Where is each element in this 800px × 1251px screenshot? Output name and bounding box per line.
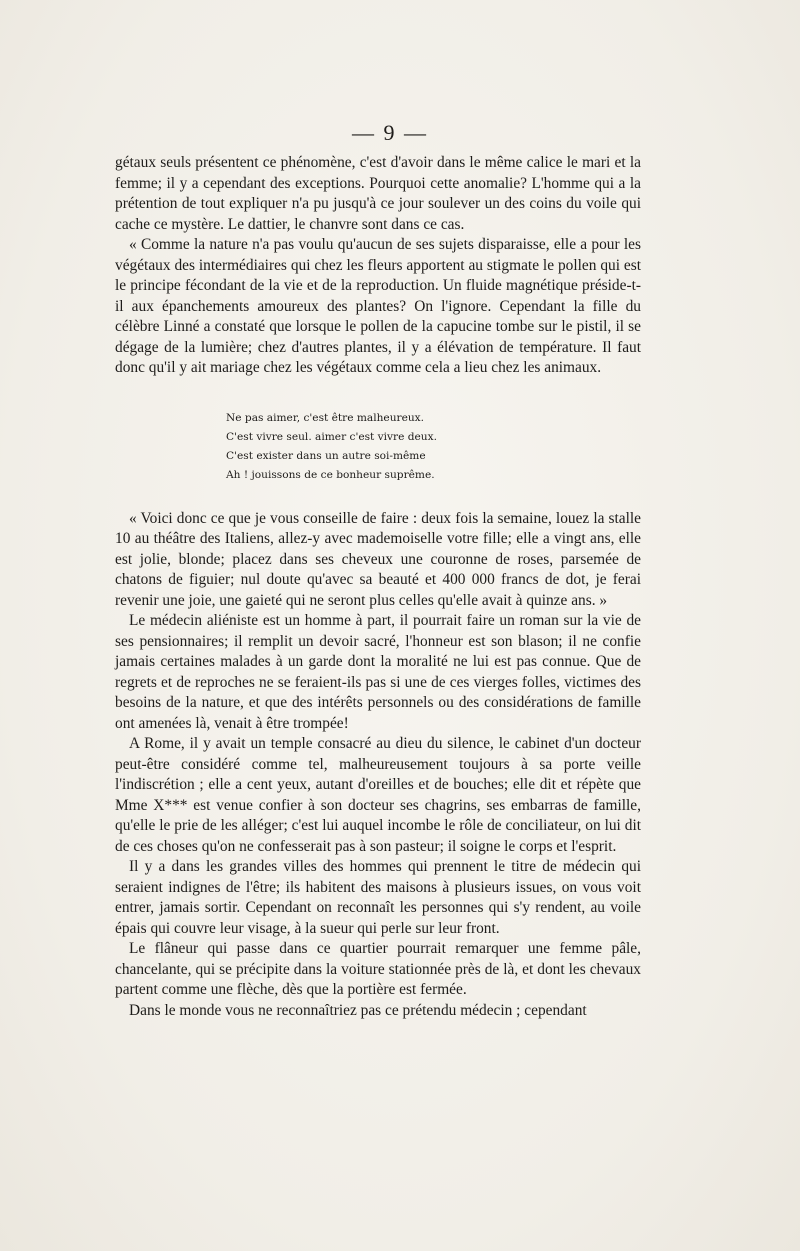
paragraph-rome: A Rome, il y avait un temple consacré au dieu du silence, le cabinet d'un docteur peut-être considéré comme tel, malheureusement toujours à sa porte veille l'indiscrétion ; elle a cent yeux, autant d'oreilles et de bouches; elle dit et répète que Mme X*** est venue confier à son docteur ses chagrins, ses embarras de famille, qu'elle le prie de les alléger; c'est lui auquel incombe le rôle de conciliateur, on lui dit de ces choses qu'on ne confesserait pas à son pasteur; il soigne le corps et l'esprit. xyxy=(115,735,641,855)
paragraph-quote-nature: « Comme la nature n'a pas voulu qu'aucun de ses sujets disparaisse, elle a pour les végétaux des intermédiaires qui chez les fleurs apportent au stigmate le pollen qui est le principe fécondant de la vie et de la reproduction. Un fluide magnétique préside-t-il aux épanchements amoureux des plantes? On l'ignore. Cependant la fille du célèbre Linné a constaté que lorsque le pollen de la capucine tombe sur le pistil, il se dégage de la lumière; chez d'autres plantes, il y a élévation de température. Il faut donc qu'il y ait mariage chez les végétaux comme cela a lieu chez les animaux. xyxy=(115,236,641,376)
verse-line-4: Ah ! jouissons de ce bonheur suprême. xyxy=(226,468,435,481)
paragraph-advice: « Voici donc ce que je vous conseille de faire : deux fois la semaine, louez la stalle 10 au théâtre des Italiens, allez-y avec mademoiselle votre fille; elle a vingt ans, elle est jolie, blonde; placez dans ses cheveux une couronne de roses, parsemée de chatons de figuier; nul doute qu'avec sa beauté et 400 000 francs de dot, je ferai revenir une joie, une gaieté qui ne seront plus celles qu'elle avait à quinze ans. » xyxy=(115,509,641,609)
page-number: — 9 — xyxy=(352,120,428,145)
body-text xyxy=(115,153,641,1021)
paragraph-continued: gétaux seuls présentent ce phénomène, c'est d'avoir dans le même calice le mari et la femme; il y a cependant des exceptions. Pourquoi cette anomalie? L'homme qui a la prétention de tout expliquer n'a pu jusqu'à ce jour soulever un des coins du voile qui cache ce mystère. Le dattier, le chanvre sont dans ce cas. xyxy=(115,154,641,233)
verse-line-3: C'est exister dans un autre soi-même xyxy=(226,449,426,462)
paragraph-flaneur: Le flâneur qui passe dans ce quartier pourrait remarquer une femme pâle, chancelante, qui se précipite dans la voiture stationnée près de là, et dont les chevaux partent comme une flèche, dès que la portière est fermée. xyxy=(115,940,641,998)
paragraph-alienist: Le médecin aliéniste est un homme à part, il pourrait faire un roman sur la vie de ses pensionnaires; il remplit un devoir sacré, l'honneur est son blason; il ne confie jamais certaines malades à un garde dont la moralité ne lui est pas connue. Que de regrets et de reproches ne se feraient-ils pas si une de ces vierges folles, victimes des besoins de la nature, et que des intérêts personnels ou des considérations de famille ont amenées là, venait à être trompée! xyxy=(115,612,641,732)
verse-block xyxy=(115,409,641,485)
verse-line-1: Ne pas aimer, c'est être malheureux. xyxy=(226,411,425,424)
paragraph-big-cities: Il y a dans les grandes villes des hommes qui prennent le titre de médecin qui seraient indignes de l'être; ils habitent des maisons à plusieurs issues, on vous voit entrer, jamais sortir. Cependant on reconnaît les personnes qui s'y rendent, au voile épais qui couvre leur visage, à la sueur qui perle sur leur front. xyxy=(115,858,641,937)
paragraph-monde: Dans le monde vous ne reconnaîtriez pas ce prétendu médecin ; cependant xyxy=(129,1001,587,1019)
verse-line-2: C'est vivre seul. aimer c'est vivre deux. xyxy=(226,430,437,443)
